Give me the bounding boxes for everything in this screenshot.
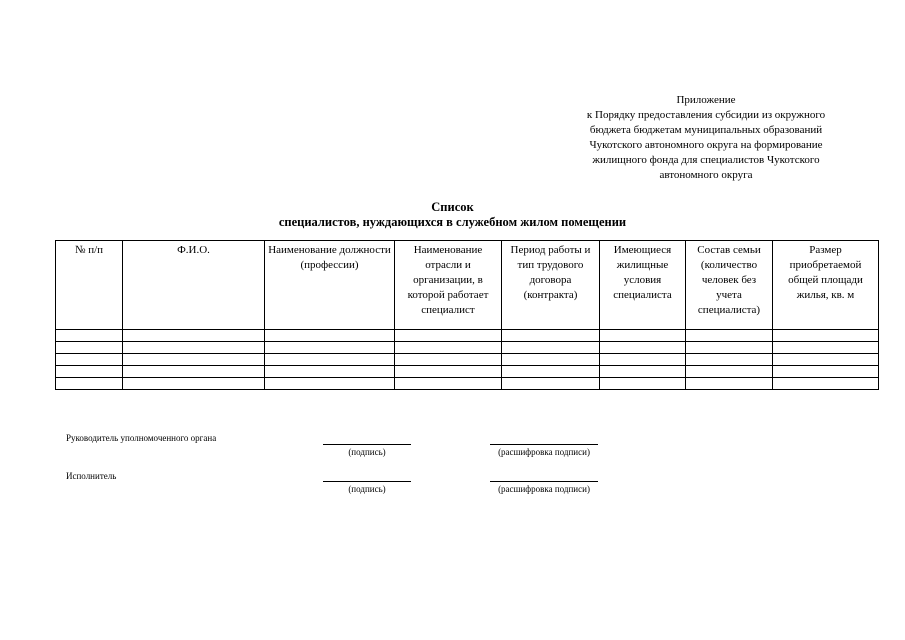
table-cell[interactable] (600, 354, 686, 366)
table-cell[interactable] (502, 378, 600, 390)
appendix-block (560, 93, 852, 183)
table-cell[interactable] (123, 366, 265, 378)
table-cell[interactable] (395, 366, 502, 378)
header-cell-area: Размер приобретаемой общей площади жилья, кв. м (773, 241, 879, 330)
table-cell[interactable] (600, 330, 686, 342)
table-cell[interactable] (686, 330, 773, 342)
table-row (56, 378, 879, 390)
table-cell[interactable] (773, 342, 879, 354)
appendix-line: жилищного фонда для специалистов Чукотского (592, 154, 820, 166)
executor-decoding-line[interactable] (490, 481, 598, 482)
header-cell-fio: Ф.И.О. (123, 241, 265, 330)
table-cell[interactable] (502, 354, 600, 366)
table-row (56, 342, 879, 354)
table-cell[interactable] (395, 342, 502, 354)
table-cell[interactable] (56, 366, 123, 378)
table-cell[interactable] (265, 366, 395, 378)
table-cell[interactable] (56, 354, 123, 366)
header-cell-number: № п/п (56, 241, 123, 330)
table-cell[interactable] (600, 378, 686, 390)
table-cell[interactable] (686, 378, 773, 390)
table-cell[interactable] (56, 330, 123, 342)
specialists-table (55, 240, 879, 390)
executor-signature-line[interactable] (323, 481, 411, 482)
head-decoding-caption: (расшифровка подписи) (498, 447, 590, 457)
header-cell-housing: Имеющиеся жилищные условия специалиста (600, 241, 686, 330)
appendix-line: Приложение (676, 94, 736, 106)
table-cell[interactable] (600, 342, 686, 354)
header-cell-period: Период работы и тип трудового договора (контракта) (502, 241, 600, 330)
appendix-line: к Порядку предоставления субсидии из окружного (586, 109, 826, 121)
table-cell[interactable] (773, 354, 879, 366)
table-cell[interactable] (773, 378, 879, 390)
table-cell[interactable] (56, 378, 123, 390)
header-cell-family: Состав семьи (количество человек без учета специалиста) (686, 241, 773, 330)
table-cell[interactable] (123, 330, 265, 342)
title-line-1: Список (431, 200, 474, 214)
table-cell[interactable] (502, 342, 600, 354)
table-cell[interactable] (686, 342, 773, 354)
title-line-2: специалистов, нуждающихся в служебном жилом помещении (278, 215, 627, 229)
table-cell[interactable] (123, 378, 265, 390)
table-cell[interactable] (600, 366, 686, 378)
executor-decoding-caption: (расшифровка подписи) (498, 484, 590, 494)
table-cell[interactable] (123, 342, 265, 354)
executor-signature-label: Исполнитель (66, 471, 117, 481)
head-signature-label: Руководитель уполномоченного органа (66, 433, 217, 443)
header-cell-position: Наименование должности (профессии) (265, 241, 395, 330)
table-cell[interactable] (265, 354, 395, 366)
table-cell[interactable] (773, 330, 879, 342)
table-cell[interactable] (686, 366, 773, 378)
table-cell[interactable] (502, 330, 600, 342)
table-row (56, 354, 879, 366)
table-cell[interactable] (502, 366, 600, 378)
table-row (56, 330, 879, 342)
table-row (56, 366, 879, 378)
appendix-line: бюджета бюджетам муниципальных образований (589, 124, 823, 136)
table-cell[interactable] (265, 330, 395, 342)
table-cell[interactable] (395, 354, 502, 366)
table-cell[interactable] (123, 354, 265, 366)
table-header-row (56, 241, 879, 330)
table-cell[interactable] (265, 342, 395, 354)
head-signature-line[interactable] (323, 444, 411, 445)
table-cell[interactable] (686, 354, 773, 366)
table-cell[interactable] (395, 330, 502, 342)
table-cell[interactable] (56, 342, 123, 354)
appendix-line: автономного округа (659, 169, 753, 181)
table-cell[interactable] (265, 378, 395, 390)
document-title (200, 200, 705, 230)
executor-signature-caption: (подпись) (348, 484, 386, 494)
appendix-line: Чукотского автономного округа на формирование (589, 139, 823, 151)
table-cell[interactable] (773, 366, 879, 378)
head-decoding-line[interactable] (490, 444, 598, 445)
table-cell[interactable] (395, 378, 502, 390)
header-cell-organization: Наименование отрасли и организации, в которой работает специалист (395, 241, 502, 330)
head-signature-caption: (подпись) (348, 447, 386, 457)
